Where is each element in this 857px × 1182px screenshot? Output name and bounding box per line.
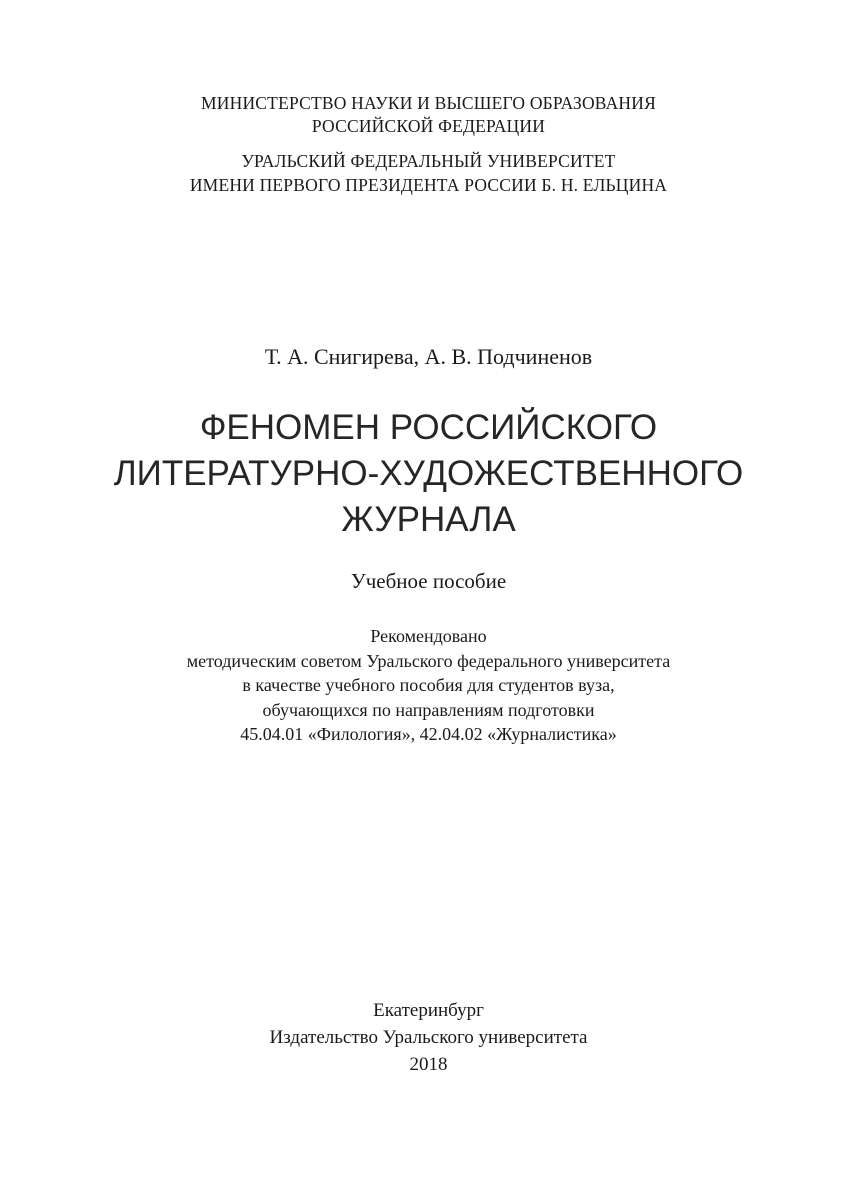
book-subtitle: Учебное пособие <box>350 569 507 593</box>
recommendation-line-5: 45.04.01 «Филология», 42.04.02 «Журналистика» <box>240 724 617 744</box>
title-line-1: ФЕНОМЕН РОССИЙСКОГО <box>199 408 658 447</box>
university-line-1: УРАЛЬСКИЙ ФЕДЕРАЛЬНЫЙ УНИВЕРСИТЕТ <box>241 151 616 171</box>
imprint <box>0 997 857 1078</box>
imprint-year: 2018 <box>409 1054 448 1075</box>
recommendation-note <box>0 624 857 747</box>
ministry-line-2: РОССИЙСКОЙ ФЕДЕРАЦИИ <box>311 116 546 136</box>
university-heading <box>0 149 857 197</box>
recommendation-line-1: Рекомендовано <box>370 626 487 646</box>
imprint-publisher: Издательство Уральского университета <box>269 1027 588 1048</box>
ministry-heading <box>0 92 857 138</box>
imprint-city: Екатеринбург <box>373 1000 484 1021</box>
university-line-2: ИМЕНИ ПЕРВОГО ПРЕЗИДЕНТА РОССИИ Б. Н. ЕЛЬЦИНА <box>189 175 668 195</box>
recommendation-line-4: обучающихся по направлениям подготовки <box>262 699 595 720</box>
title-line-2: ЛИТЕРАТУРНО-ХУДОЖЕСТВЕННОГО <box>113 454 744 493</box>
recommendation-line-3: в качестве учебного пособия для студентов вуза, <box>242 675 615 695</box>
book-title <box>0 405 857 543</box>
title-line-3: ЖУРНАЛА <box>341 500 516 539</box>
ministry-line-1: МИНИСТЕРСТВО НАУКИ И ВЫСШЕГО ОБРАЗОВАНИЯ <box>201 93 656 113</box>
authors: Т. А. Снигирева, А. В. Подчиненов <box>264 344 593 369</box>
recommendation-line-2: методическим советом Уральского федерального университета <box>186 650 671 671</box>
